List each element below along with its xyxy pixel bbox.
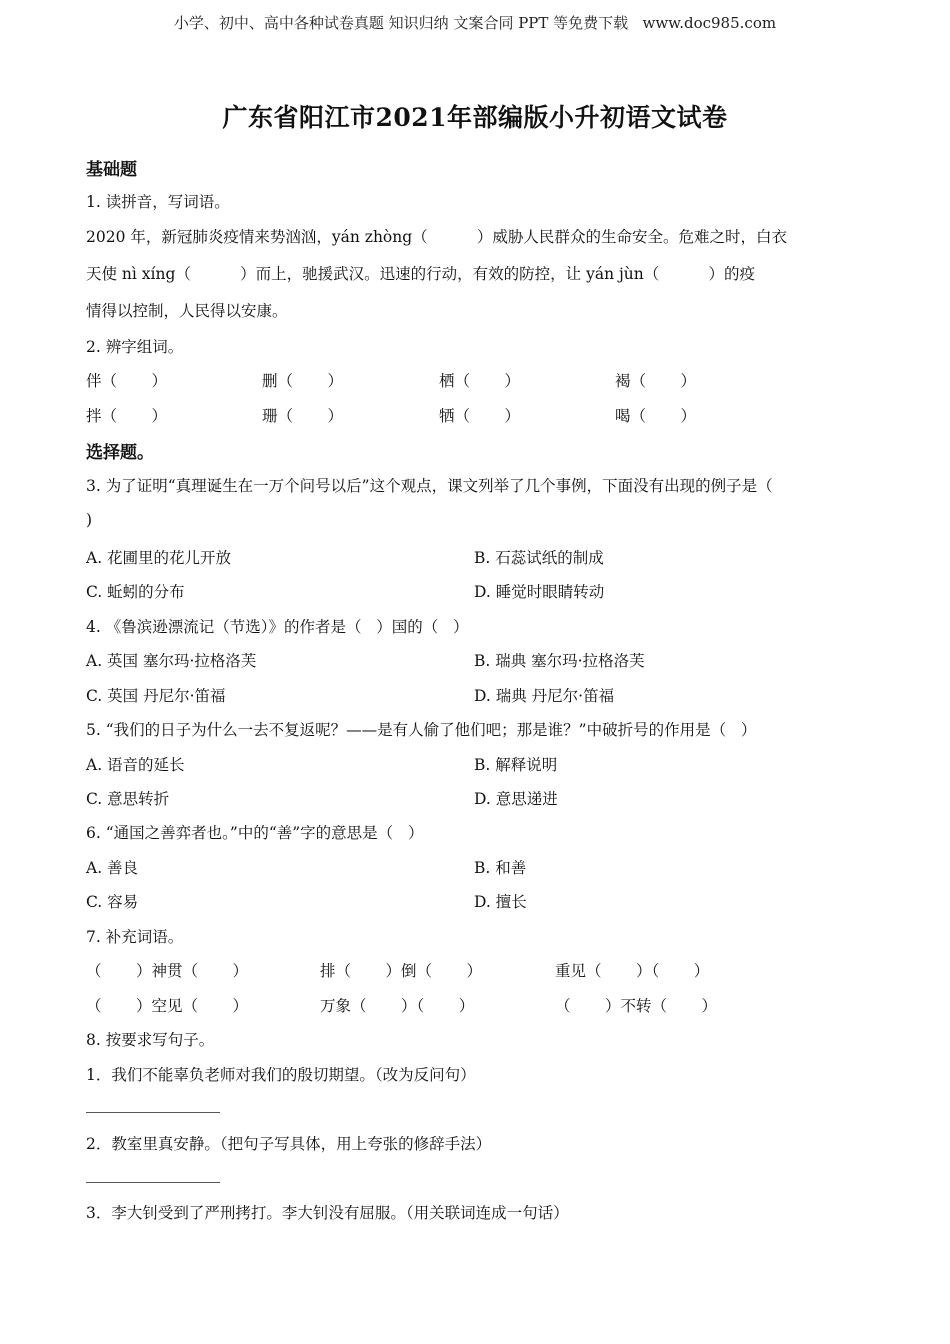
q5-option-c: C. 意思转折 bbox=[86, 790, 170, 808]
q1-line-2: 天使 nì xíng（ ）而上，驰援武汉。迅速的行动，有效的防控，让 yán jùn（ ）的疫 bbox=[86, 265, 756, 283]
q7-idiom: 排（ ）倒（ ） bbox=[320, 962, 482, 980]
q7-idiom: 重见（ ）（ ） bbox=[555, 962, 710, 980]
q7-idiom: 万象（ ）（ ） bbox=[320, 997, 475, 1015]
section-choice-heading: 选择题。 bbox=[86, 443, 154, 463]
q3-stem: 3. 为了证明“真理诞生在一万个问号以后”这个观点，课文列举了几个事例，下面没有出现的例子是（ bbox=[86, 477, 773, 495]
q2-stem: 2. 辨字组词。 bbox=[86, 338, 184, 356]
page-banner: 小学、初中、高中各种试卷真题 知识归纳 文案合同 PPT 等免费下载 www.doc985.com bbox=[173, 14, 777, 32]
q1-stem: 1. 读拼音，写词语。 bbox=[86, 193, 230, 211]
q3-option-b: B. 石蕊试纸的制成 bbox=[474, 549, 604, 567]
q2-item: 拌（ ） bbox=[86, 407, 167, 425]
q3-option-a: A. 花圃里的花儿开放 bbox=[86, 549, 232, 567]
q2-item: 珊（ ） bbox=[262, 407, 343, 425]
q2-item: 喝（ ） bbox=[615, 407, 696, 425]
q2-item: 褐（ ） bbox=[615, 372, 696, 390]
q4-option-b: B. 瑞典 塞尔玛·拉格洛芙 bbox=[474, 652, 645, 670]
q1-line-3: 情得以控制，人民得以安康。 bbox=[86, 302, 288, 320]
q7-idiom: （ ）不转（ ） bbox=[555, 997, 717, 1015]
q7-idiom: （ ）神贯（ ） bbox=[86, 962, 248, 980]
q3-option-d: D. 睡觉时眼睛转动 bbox=[474, 583, 605, 601]
q2-item: 牺（ ） bbox=[439, 407, 520, 425]
q2-item: 删（ ） bbox=[262, 372, 343, 390]
q3-stem-continued: ) bbox=[86, 511, 93, 529]
q4-option-a: A. 英国 塞尔玛·拉格洛芙 bbox=[86, 652, 257, 670]
q1-line-1: 2020 年，新冠肺炎疫情来势汹汹，yán zhòng（ ）威胁人民群众的生命安全。危难之时，白衣 bbox=[86, 228, 787, 246]
q6-option-d: D. 擅长 bbox=[474, 893, 527, 911]
q3-option-c: C. 蚯蚓的分布 bbox=[86, 583, 185, 601]
q5-option-d: D. 意思递进 bbox=[474, 790, 558, 808]
q2-item: 栖（ ） bbox=[439, 372, 520, 390]
q2-item: 伴（ ） bbox=[86, 372, 167, 390]
q8-stem: 8. 按要求写句子。 bbox=[86, 1031, 215, 1049]
page-title: 广东省阳江市2021年部编版小升初语文试卷 bbox=[222, 103, 728, 132]
q8-sentence-3: 3．李大钊受到了严刑拷打。李大钊没有屈服。（用关联词连成一句话） bbox=[86, 1204, 569, 1222]
q6-option-b: B. 和善 bbox=[474, 859, 527, 877]
q6-stem: 6. “通国之善弈者也。”中的“善”字的意思是（ ） bbox=[86, 824, 424, 842]
q5-stem: 5. “我们的日子为什么一去不复返呢？——是有人偷了他们吧；那是谁？”中破折号的作用是（ ） bbox=[86, 721, 757, 739]
answer-line-2[interactable] bbox=[86, 1182, 220, 1183]
q7-idiom: （ ）空见（ ） bbox=[86, 997, 248, 1015]
q8-sentence-2: 2．教室里真安静。（把句子写具体，用上夸张的修辞手法） bbox=[86, 1135, 492, 1153]
q5-option-a: A. 语音的延长 bbox=[86, 756, 185, 774]
q5-option-b: B. 解释说明 bbox=[474, 756, 558, 774]
q4-option-c: C. 英国 丹尼尔·笛福 bbox=[86, 687, 226, 705]
q4-option-d: D. 瑞典 丹尼尔·笛福 bbox=[474, 687, 615, 705]
q8-sentence-1: 1．我们不能辜负老师对我们的殷切期望。（改为反问句） bbox=[86, 1066, 476, 1084]
answer-line-1[interactable] bbox=[86, 1112, 220, 1113]
q6-option-a: A. 善良 bbox=[86, 859, 139, 877]
q4-stem: 4. 《鲁滨逊漂流记（节选）》的作者是（ ）国的（ ） bbox=[86, 618, 469, 636]
section-basic-heading: 基础题 bbox=[86, 160, 137, 180]
q7-stem: 7. 补充词语。 bbox=[86, 928, 184, 946]
q6-option-c: C. 容易 bbox=[86, 893, 139, 911]
